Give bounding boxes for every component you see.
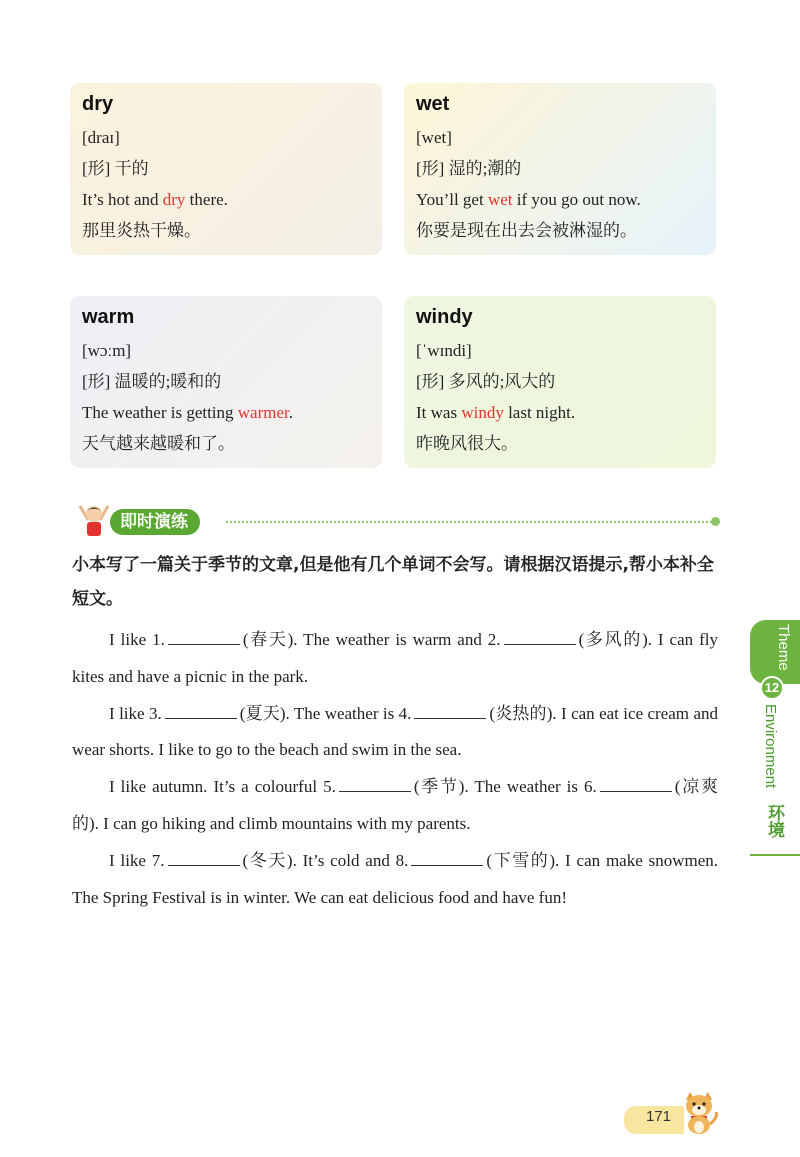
- passage-paragraph: I like 7. (冬天). It’s cold and 8. (下雪的). I can make snowmen. The Spring Festival is in winter. We can eat delicious food and have fun!: [72, 850, 718, 907]
- theme-side-tab: [750, 620, 800, 856]
- vocab-phonetic: [wɔːm]: [82, 341, 132, 360]
- answer-blank[interactable]: [414, 702, 486, 719]
- cheering-kid-icon: [74, 500, 114, 540]
- dog-mascot-icon: [676, 1090, 722, 1136]
- answer-blank[interactable]: [504, 628, 576, 645]
- practice-banner: 即时演练: [110, 509, 200, 535]
- vocab-word: wet: [416, 93, 450, 115]
- vocab-translation: 昨晚风很大。: [416, 434, 518, 453]
- vocab-pos: [形] 干的: [82, 159, 149, 178]
- answer-blank[interactable]: [411, 849, 483, 866]
- vocab-translation: 你要是现在出去会被淋湿的。: [416, 221, 637, 240]
- passage: [72, 622, 718, 916]
- practice-header: [70, 500, 720, 540]
- vocab-card-wet: [404, 83, 716, 255]
- answer-blank[interactable]: [168, 628, 240, 645]
- passage-paragraph: I like 1. (春天). The weather is warm and 2. (多风的). I can fly kites and have a picnic in the park.: [72, 630, 718, 686]
- vocab-word: dry: [82, 93, 114, 115]
- practice-instruction: 小本写了一篇关于季节的文章,但是他有几个单词不会写。请根据汉语提示,帮小本补全短文。: [72, 555, 714, 609]
- vocab-translation: 天气越来越暖和了。: [82, 434, 235, 453]
- answer-blank[interactable]: [339, 775, 411, 792]
- side-theme-label: Theme: [775, 624, 792, 671]
- vocab-pos: [形] 湿的;潮的: [416, 159, 522, 178]
- answer-blank[interactable]: [168, 849, 240, 866]
- vocab-example: It was windy last night.: [416, 403, 576, 422]
- highlight-word: wet: [487, 190, 513, 209]
- vocab-word: warm: [82, 306, 135, 328]
- highlight-word: windy: [461, 403, 504, 422]
- passage-paragraph: I like autumn. It’s a colourful 5. (季节). The weather is 6. (凉爽的). I can go hiking and climb mountains with my parents.: [72, 777, 718, 833]
- vocab-word: windy: [416, 306, 473, 328]
- vocab-example: You’ll get wet if you go out now.: [416, 190, 641, 209]
- vocab-phonetic: [draɪ]: [82, 128, 120, 147]
- vocab-example: The weather is getting warmer.: [82, 403, 294, 422]
- vocab-example: It’s hot and dry there.: [82, 190, 228, 209]
- side-divider: [750, 854, 800, 856]
- vocab-card-warm: [70, 296, 382, 468]
- dotted-divider: [226, 521, 716, 523]
- vocab-card-windy: [404, 296, 716, 468]
- vocab-translation: 那里炎热干燥。: [82, 221, 201, 240]
- side-topic-label: Environment: [762, 704, 779, 789]
- vocab-card-dry: [70, 83, 382, 255]
- side-theme-number: 12: [760, 676, 784, 700]
- passage-paragraph: I like 3. (夏天). The weather is 4. (炎热的). I can eat ice cream and wear shorts. I like to go to the beach and swim in the sea.: [72, 703, 718, 760]
- answer-blank[interactable]: [165, 702, 237, 719]
- answer-blank[interactable]: [600, 775, 672, 792]
- vocab-phonetic: [wet]: [416, 128, 452, 147]
- highlight-word: dry: [162, 190, 186, 209]
- divider-end-dot: [711, 517, 720, 526]
- vocab-pos: [形] 多风的;风大的: [416, 372, 556, 391]
- side-topic-cn: 环境: [764, 804, 784, 838]
- vocab-pos: [形] 温暖的;暖和的: [82, 372, 222, 391]
- page-number: 171: [646, 1108, 672, 1125]
- highlight-word: warmer: [237, 403, 289, 422]
- vocab-phonetic: [ˈwɪndi]: [416, 341, 472, 360]
